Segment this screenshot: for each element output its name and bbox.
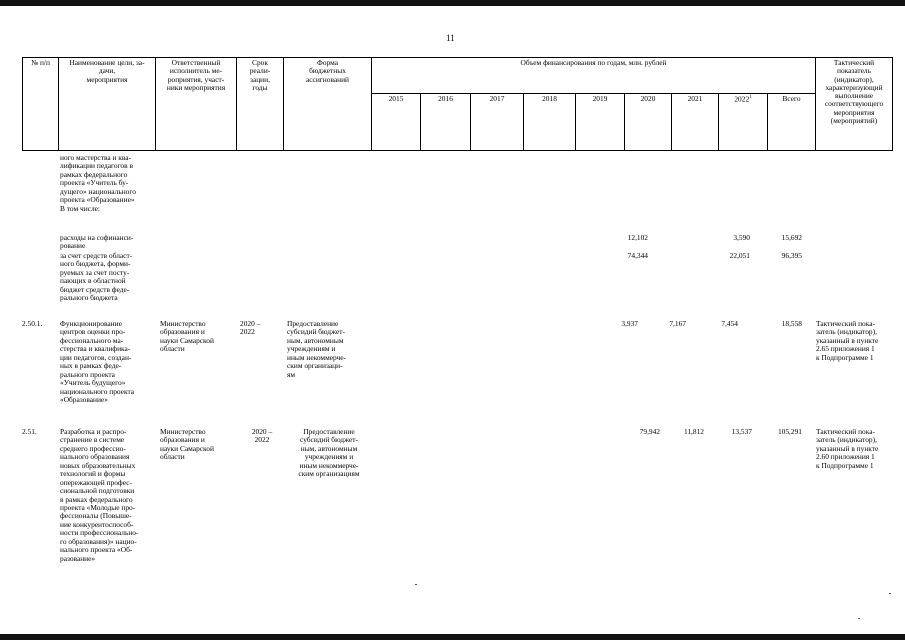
bottom-border [0,634,905,640]
row-2501-form: Предоставление субсидий бюджет- ным, автономным учреждениям и иным некоммерче- ским организаци- ям [287,319,347,379]
row-2501-2020: 3,937 [621,319,638,328]
row-251-num: 2.51. [22,427,37,436]
cont-sub2-name: за счет средств област- ного бюджета, форми- руемых за счет посту- пающих в областной бюджет средств феде- рального бюджета [60,251,133,303]
header-table [22,57,893,151]
row-2501-name: Функционирование центров оценки про- фессионального ма- стерства и квалифика- ции педагогов, создан- ных в рамках феде- рального проекта «Учитель будущего» национального проекта «Образование» [60,319,135,404]
footnote-mark: 1 [749,95,752,100]
row-2501-2022: 7,454 [721,319,738,328]
header-year: 2018 [524,94,576,151]
header-executor: Ответственный исполнитель ме- роприятия, участ- ники мероприятия [156,58,237,151]
header-year: Всего [768,94,816,151]
header-year: 2015 [372,94,421,151]
header-year: 2019 [576,94,625,151]
scan-speck [858,618,860,619]
row-251-2020: 79,942 [639,427,660,436]
row-2501-indicator: Тактический пока- затель (индикатор), указанный в пункте 2.65 приложения 1 к Подпрограмме 1 [816,319,879,362]
row-2501-num: 2.50.1. [22,319,43,328]
cont-sub1-2022: 3,590 [733,233,750,242]
row-251-executor: Министерство образования и науки Самарской области [160,427,214,462]
cont-sub2-total: 96,395 [781,251,802,260]
header-num: № п/п [23,58,59,151]
scan-speck [415,584,417,585]
row-251-indicator: Тактический пока- затель (индикатор), указанный в пункте 2.60 приложения 1 к Подпрограмме 1 [816,427,879,470]
row-251-total: 105,291 [777,427,802,436]
header-funding: Объем финансирования по годам, млн. рублей [372,58,816,94]
row-251-form: Предоставление субсидий бюджет- ным, автономным учреждениям и иным некоммерче- ским организациям [298,427,360,479]
row-251-2021: 11,812 [683,427,704,436]
cont-sub1-name: расходы на софинанси- рование [60,233,134,251]
header-form: Форма бюджетных ассигнований [284,58,372,151]
header-name: Наименование цели, за- дачи, мероприятия [59,58,156,151]
row-2501-executor: Министерство образования и науки Самарской области [160,319,214,354]
cont-sub2-2020: 74,344 [627,251,648,260]
top-border [0,0,905,6]
row-2501-2021: 7,167 [669,319,686,328]
row-251-2022: 13,537 [731,427,752,436]
row-251-term: 2020 – 2022 [251,427,273,445]
cont-row-name: ного мастерства и ква- лификации педагогов в рамках федерального проекта «Учитель бу- дущего» национального проекта «Образование» В том числе: [60,153,136,213]
row-2501-total: 18,558 [781,319,802,328]
cont-sub1-total: 15,692 [781,233,802,242]
header-year: 2016 [421,94,471,151]
header-year-2022 [719,94,768,151]
header-indicator: Тактический показатель (индикатор), характеризующий выполнение соответствующего мероприятия (мероприятий) [816,58,893,151]
row-2501-term: 2020 – 2022 [240,319,261,337]
header-year: 2022 [734,94,750,104]
cont-sub1-2020: 12,102 [627,233,648,242]
header-year: 2020 [625,94,672,151]
cont-sub2-2022: 22,051 [729,251,750,260]
header-year: 2021 [672,94,719,151]
row-251-name: Разработка и распро- странение в системе среднего профессио- нального образования новых образовательных технологий и формы опережающей профес- сиональной подготовки в рамках федерального проекта «Молодые про- фессионалы (Повыше- ние конкурентоспособ- ности профессионально- го образования)» нацио- нального проекта «Об- разование» [60,427,139,563]
header-year: 2017 [471,94,524,151]
header-term: Срок реали- зации, годы [237,58,284,151]
scan-speck [889,593,891,594]
page-number: 11 [446,33,455,43]
